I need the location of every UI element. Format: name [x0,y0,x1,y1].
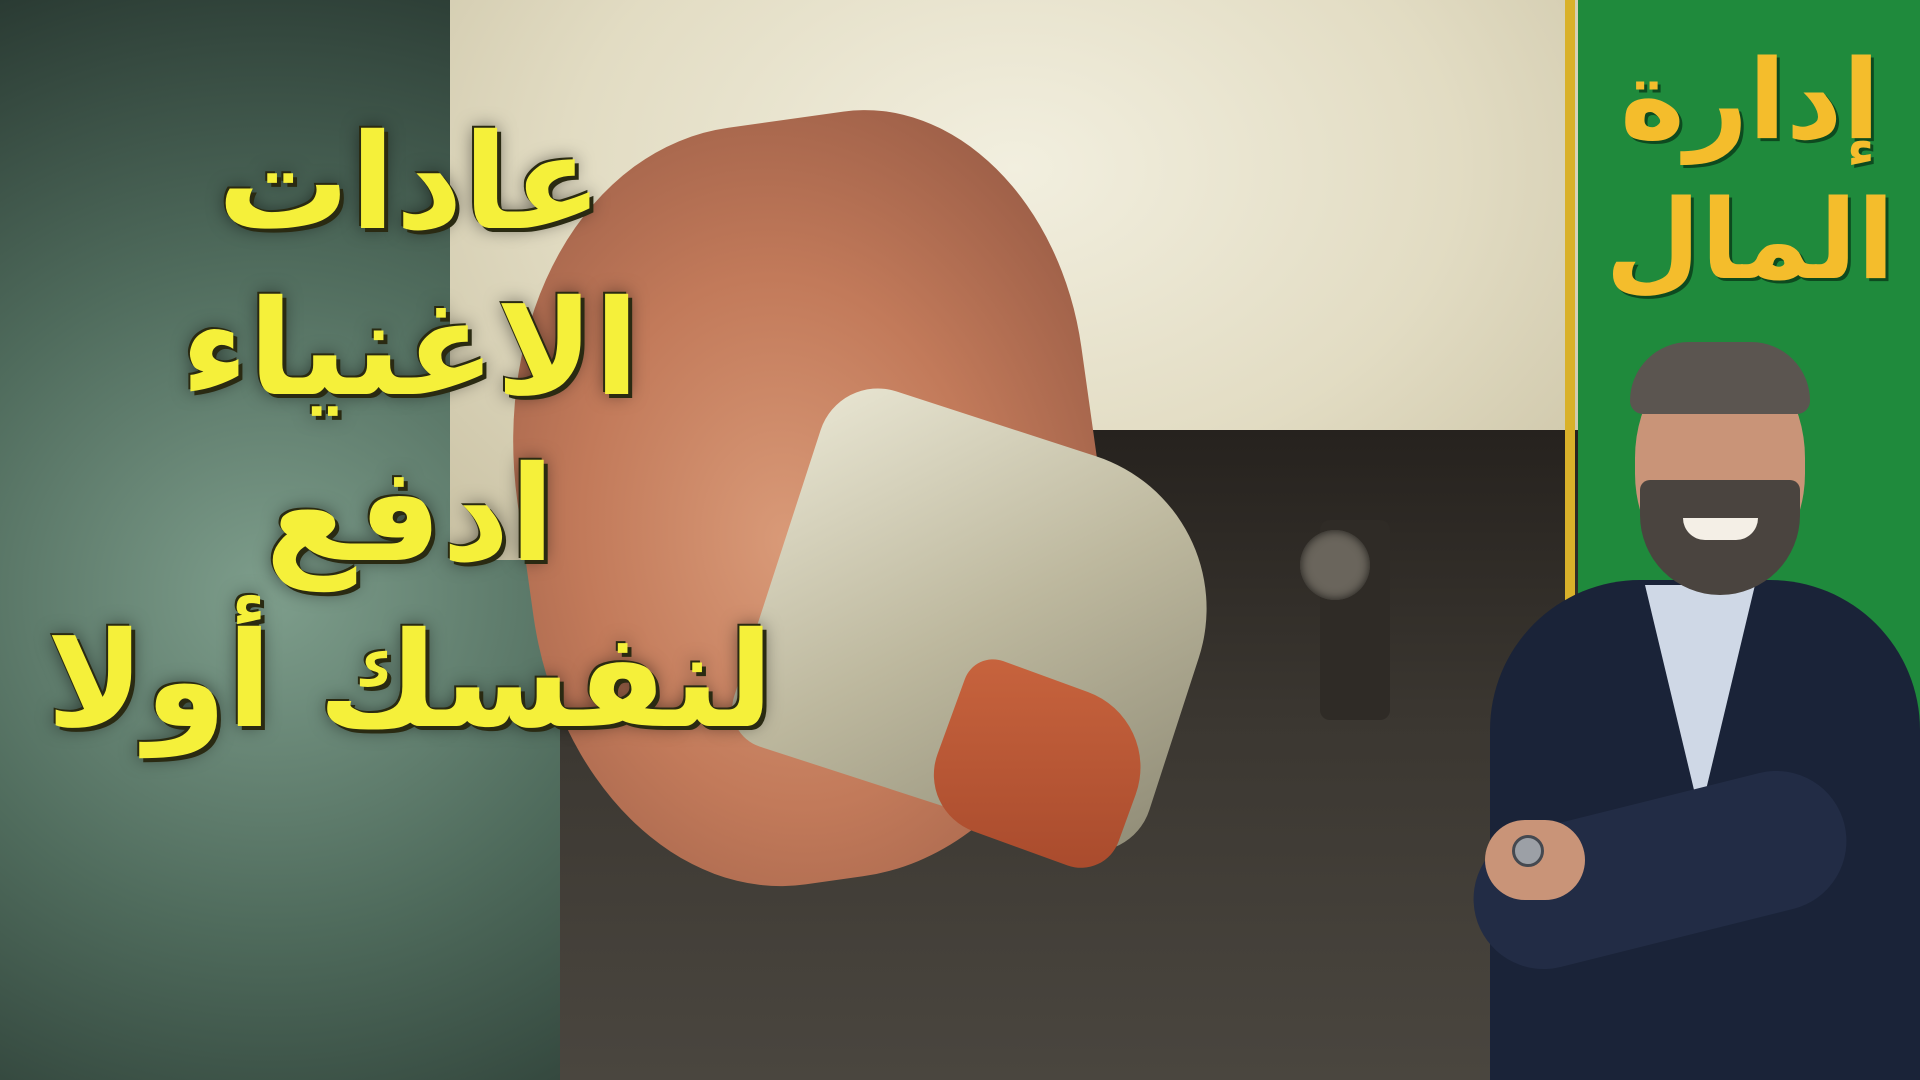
headline-line-2: الاغنياء [180,272,640,426]
presenter-hair [1630,342,1810,414]
headline-line-1: عادات [217,106,603,260]
presenter-smile [1683,518,1758,540]
panel-title-line-1: إدارة [1619,36,1881,164]
presenter-photo [1470,330,1920,1080]
headline-line-4: لنفسك أولا [46,604,774,758]
headline [20,100,800,764]
panel-title-line-2: المال [1605,176,1895,304]
panel-title [1595,30,1905,310]
jeans-button [1300,530,1370,600]
watch-icon [1512,835,1544,867]
headline-line-3: ادفع [265,438,555,592]
